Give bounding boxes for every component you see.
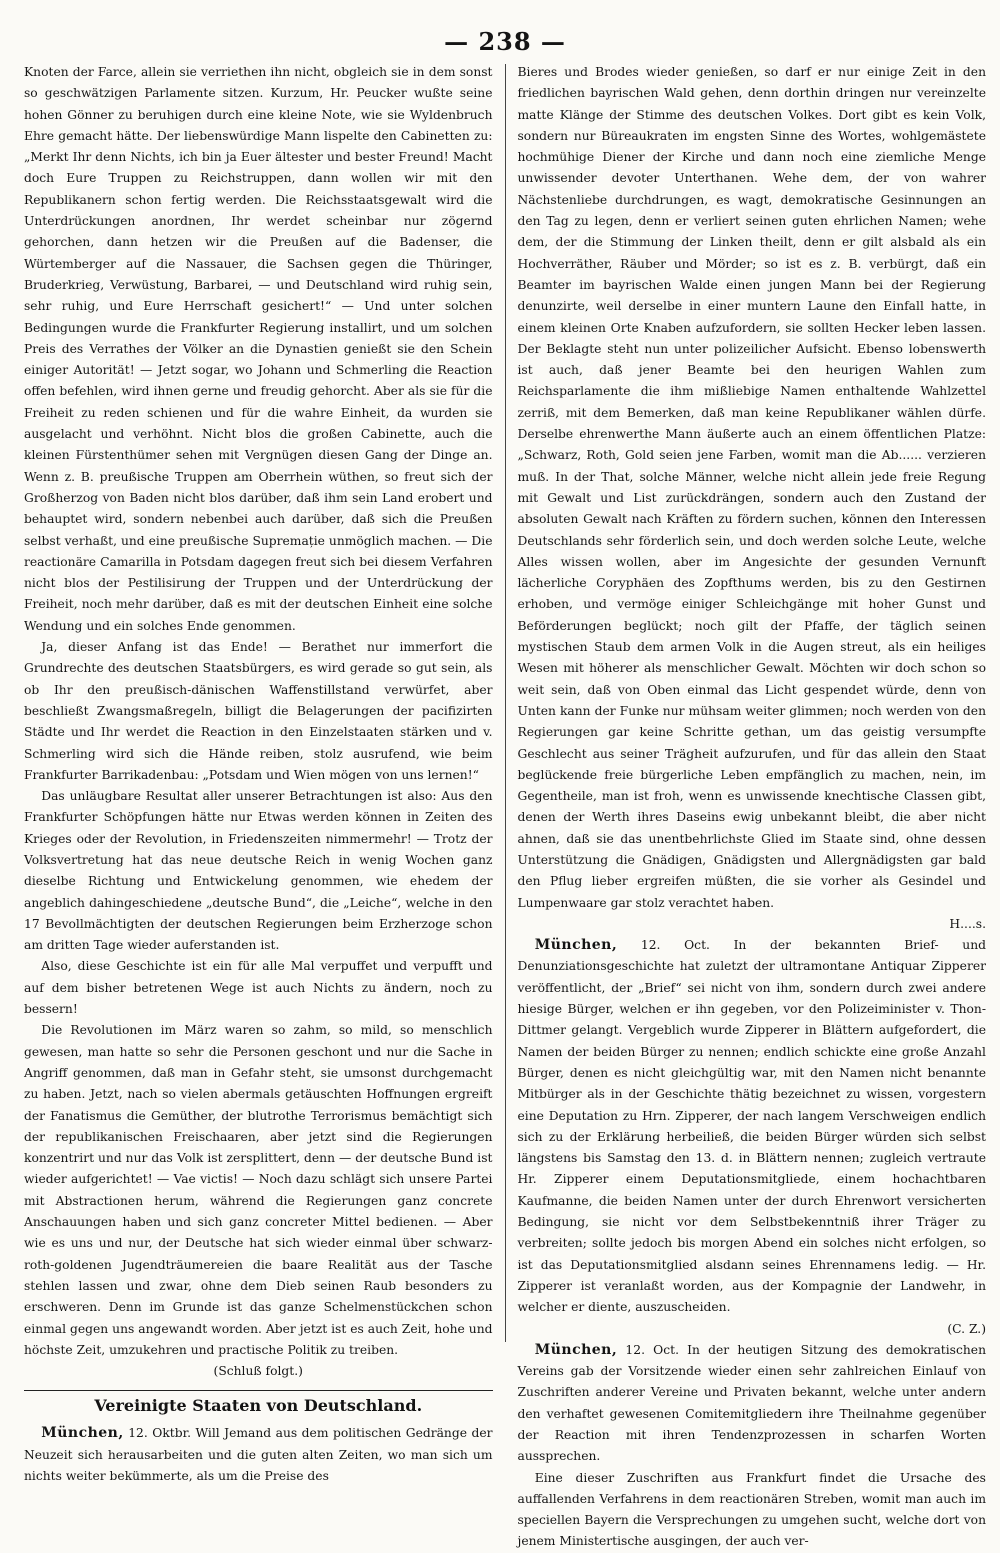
right-column: [517, 62, 987, 1549]
left-column: [24, 62, 493, 1483]
paragraph: Also, diese Geschichte ist ein für alle Mal verpuffet und verpufft und auf dem bisher betretenen Wege ist auch Nichts zu ändern, noch zu bessern!: [24, 959, 493, 1017]
to-be-continued-note: (Schluß folgt.): [213, 1364, 303, 1379]
source-signature: (C. Z.): [947, 1321, 986, 1336]
column-divider: [505, 64, 506, 1342]
article-text: 12. Oktbr. Will Jemand aus dem politischen Gedränge der Neuzeit sich herausarbeiten und die guten alten Zeiten, wo man sich um nichts weiter bekümmerte, als um die Preise des: [24, 1426, 493, 1483]
dateline: München,: [534, 937, 618, 954]
author-signature: H....s.: [949, 916, 986, 931]
article-text: 12. Oct. In der heutigen Sitzung des demokratischen Vereins gab der Vorsitzende wieder einen sehr zahlreichen Einlauf von Zuschriften anderer Vereine und Privaten bekannt, welche unter andern den verhaftet gewesenen Comitemitgliedern ihre Theilnahme gegenüber der Reaction mit ihren Tendenzprozessen in scharfen Worten aussprechen.: [517, 1342, 986, 1464]
columns: [24, 62, 986, 1549]
article-text: 12. Oct. In der bekannten Brief- und Denunziationsgeschichte hat zuletzt der ultramontane Antiquar Zipperer veröffentlicht, der „Brief“ sei nicht von ihm, sondern durch zwei andere hiesige Bürger, welchen er ihn gegeben, vor den Polizeiminister v. Thon-Dittmer gelangt. Vergeblich wurde Zipperer in Blättern aufgefordert, die Namen der beiden Bürger zu nennen; endlich schickte eine große Anzahl Bürger, denen es nicht gleichgültig war, mit den Namen nicht benannte Mitbürger als in der Geschichte thätig bezeichnet zu wissen, vorgestern eine Deputation zu Hrn. Zipperer, der nach langem Verschweigen endlich sich zu der Erklärung herbeiließ, die beiden Bürger würden sich selbst längstens bis Samstag den 13. d. in Blättern nennen; zugleich vertraute Hr. Zipperer einem Deputationsmitgliede, einem hochachtbaren Kaufmanne, die beiden Namen unter der durch Ehrenwort versicherten Bedingung, sie nicht vor dem Selbstbekenntniß ihrer Träger zu verbreiten; sollte jedoch bis morgen Abend ein solches nicht erfolgen, so ist das Deputationsmitglied alsdann seines Ehrennamens ledig. — Hr. Zipperer ist veranlaßt worden, aus der Kompagnie der Landwehr, in welcher er diente, auszuscheiden.: [517, 938, 986, 1315]
article-paragraph: [518, 935, 987, 1318]
paragraph: Das unläugbare Resultat aller unserer Betrachtungen ist also: Aus den Frankfurter Schöpfungen hätte nur Etwas werden können in Zeiten des Krieges oder der Revolution, in Friedenszeiten nimmermehr! — Trotz der Volksvertretung hat das neue deutsche Reich in wenig Wochen ganz dieselbe Richtung und Entwickelung genommen, wie ehedem der angeblich dahingeschiedene „deutsche Bund“, die „Leiche“, welche in den 17 Bevollmächtigten der deutschen Regierungen beim Erzherzoge schon am dritten Tage wieder auferstanden ist.: [24, 789, 493, 953]
article-paragraph: [518, 1340, 987, 1468]
page-number: — 238 —: [444, 27, 566, 56]
dateline: München,: [534, 1341, 618, 1358]
paragraph: Ja, dieser Anfang ist das Ende! — Berathet nur immerfort die Grundrechte des deutschen Staatsbürgers, es wird gerade so gut sein, als ob Ihr den preußisch-dänischen Waffenstillstand verwürfet, aber beschließt Zwangsmaßregeln, billigt die Belagerungen der pacifizirten Städte und Ihr werdet die Reaction in den Einzelstaaten stärken und v. Schmerling wird sich die Hände reiben, stolz ausrufend, wie beim Frankfurter Barrikadenbau: „Potsdam und Wien mögen von uns lernen!“: [24, 640, 493, 782]
paragraph: Die Revolutionen im März waren so zahm, so mild, so menschlich gewesen, man hatte so sehr die Personen geschont und nur die Sache in Angriff genommen, daß man in Gefahr steht, sie umsonst durchgemacht zu haben. Jetzt, nach so vielen abermals getäuschten Hoffnungen ergreift der Fanatismus die Gemüther, der blutrothe Terrorismus bemächtigt sich der republikanischen Freischaaren, aber jetzt sind die Regierungen konzentrirt und nur das Volk ist zersplittert, denn — der deutsche Bund ist wieder aufgerichtet! — Vae victis! — Noch dazu schlägt sich unsere Partei mit Abstractionen herum, während die Regierungen ganz concrete Anschauungen haben und sich ganz concreter Mittel bedienen. — Aber wie es uns und nur, der Deutsche hat sich wieder einmal über schwarz-roth-goldenen Jugendträumereien die baare Realität aus der Tasche stehlen lassen und zwar, ohne dem Dieb seinen Raub besonders zu erschweren. Denn im Grunde ist das ganze Schelmenstückchen schon einmal gegen uns angewandt worden. Aber jetzt ist es auch Zeit, hohe und höchste Zeit, umzukehren und practische Politik zu treiben.: [24, 1023, 493, 1357]
article-paragraph: [24, 1423, 493, 1487]
paragraph: Bieres und Brodes wieder genießen, so darf er nur einige Zeit in den friedlichen bayrischen Wald gehen, denn dorthin dringen nur vereinzelte matte Klänge der Stimme des deutschen Volkes. Dort gibt es kein Volk, sondern nur Büreaukraten im engsten Sinne des Wortes, wohlgemästete hochmühige Diener der Kirche und dann noch eine ziemliche Menge unwissender devoter Unterthanen. Wehe dem, der von wahrer Nächstenliebe durchdrungen, es wagt, demokratische Gesinnungen an den Tag zu legen, denn er verliert seinen guten ehrlichen Namen; wehe dem, der die Stimmung der Linken theilt, denn er gilt alsbald als ein Hochverräther, Räuber und Mörder; so ist es z. B. verbürgt, daß ein Beamter im bayrischen Walde einen jungen Mann bei der Regierung denunzirte, weil derselbe in einer muntern Laune den Einfall hatte, in einem kleinen Orte Knaben aufzufordern, sie sollten Hecker leben lassen. Der Beklagte steht nun unter polizeilicher Aufsicht. Ebenso lobenswerth ist auch, daß jener Beamte bei den heurigen Wahlen zum Reichsparlamente die ihm mißliebige Namen enthaltende Wahlzettel zerriß, mit dem Bemerken, daß man keine Republikaner wählen dürfe. Derselbe ehrenwerthe Mann äußerte auch an einem öffentlichen Platze: „Schwarz, Roth, Gold seien jene Farben, womit man die Ab...... verzieren muß. In der That, solche Männer, welche nicht allein jede freie Regung mit Gewalt und List zurückdrängen, sondern auch den Zustand der absoluten Gewalt nach Kräften zu fördern suchen, können den Interessen Deutschlands sehr förderlich sein, und doch werden solche Leute, welche Alles wissen wollen, aber im Angesichte der gesunden Vernunft lächerliche Coryphäen des Zopfthums werden, bis zu den Gestirnen erhoben, und vermöge einiger Schleichgänge mit hoher Gunst und Beförderungen beglückt; noch gilt der Pfaffe, der täglich seinen mystischen Staub dem armen Volk in die Augen streut, als ein heiliges Wesen mit höherer als menschlicher Gewalt. Möchten wir doch schon so weit sein, daß von Oben einmal das Licht gespendet würde, denn von Unten kann der Funke nur mühsam weiter glimmen; noch werden von den Regierungen gar keine Schritte gethan, um das geistig versumpfte Geschlecht aus seiner Trägheit aufzurufen, und für das allein den Staat beglückende freie bürgerliche Leben empfänglich zu machen, nein, im Gegentheile, man ist froh, wenn es unwissende knechtische Classen gibt, denen der Werth ihres Daseins ewig unbekannt bleibt, die aber nicht ahnen, daß sie das unentbehrlichste Glied im Staate sind, ohne dessen Unterstützung die Gnädigen, Gnädigsten und Allergnädigsten gar bald den Pflug lieber ergreifen müßten, die sie vorher als Gesindel und Lumpenwaare gar stolz verachtet haben.: [517, 65, 986, 910]
paragraph: Eine dieser Zuschriften aus Frankfurt findet die Ursache des auffallenden Verfahrens in dem reactionären Streben, womit man auch im speciellen Bayern die Versprechungen zu umgehen sucht, welche dort von jenem Ministertische ausgingen, der auch ver-: [517, 1470, 986, 1549]
section-heading: Vereinigte Staaten von Deutschland.: [24, 1390, 493, 1417]
paragraph: Knoten der Farce, allein sie verriethen ihn nicht, obgleich sie in dem sonst so geschwätzigen Parlamente sitzen. Kurzum, Hr. Peucker wußte seine hohen Gönner zu beruhigen durch eine kleine Note, wie sie Wyldenbruch Ehre gemacht hätte. Der liebenswürdige Mann lispelte den Cabinetten zu: „Merkt Ihr denn Nichts, ich bin ja Euer ältester und bester Freund! Macht doch Eure Truppen zu Reichstruppen, dann wollen wir mit den Republikanern schon fertig werden. Die Reichsstaatsgewalt wird die Unterdrückungen anordnen, Ihr werdet scheinbar nur zögernd gehorchen, dann hetzen wir die Preußen auf die Badenser, die Würtemberger auf die Nassauer, die Sachsen gegen die Thüringer, Bruderkrieg, Verwüstung, Barbarei, — und Deutschland wird ruhig sein, sehr ruhig, und Eure Herrschaft gesichert!“ — Und unter solchen Bedingungen wurde die Frankfurter Regierung installirt, und um solchen Preis des Verrathes der Völker an die Dynastien genießt sie den Schein einiger Autorität! — Jetzt sogar, wo Johann und Schmerling die Reaction offen befehlen, wird ihnen gerne und freudig gehorcht. Aber als sie für die Freiheit zu reden schienen und für die wahre Einheit, da wurden sie ausgelacht und verhöhnt. Nicht blos die großen Cabinette, auch die kleinen Fürstenthümer sehen mit Vergnügen diesen Gang der Dinge an. Wenn z. B. preußische Truppen am Oberrhein wüthen, so freut sich der Großherzog von Baden nicht blos darüber, daß ihm sein Land erobert und behauptet wird, sondern nebenbei auch darüber, daß sich die Preußen selbst verhaßt, und eine preußische Supremație unmöglich machen. — Die reactionäre Camarilla in Potsdam dagegen freut sich bei diesem Verfahren nicht blos der Pestilisirung der Truppen und der Unterdrückung der Freiheit, noch mehr darüber, daß es mit der deutschen Einheit eine solche Wendung und ein solches Ende genommen.: [24, 65, 493, 633]
dateline: München,: [41, 1425, 124, 1442]
